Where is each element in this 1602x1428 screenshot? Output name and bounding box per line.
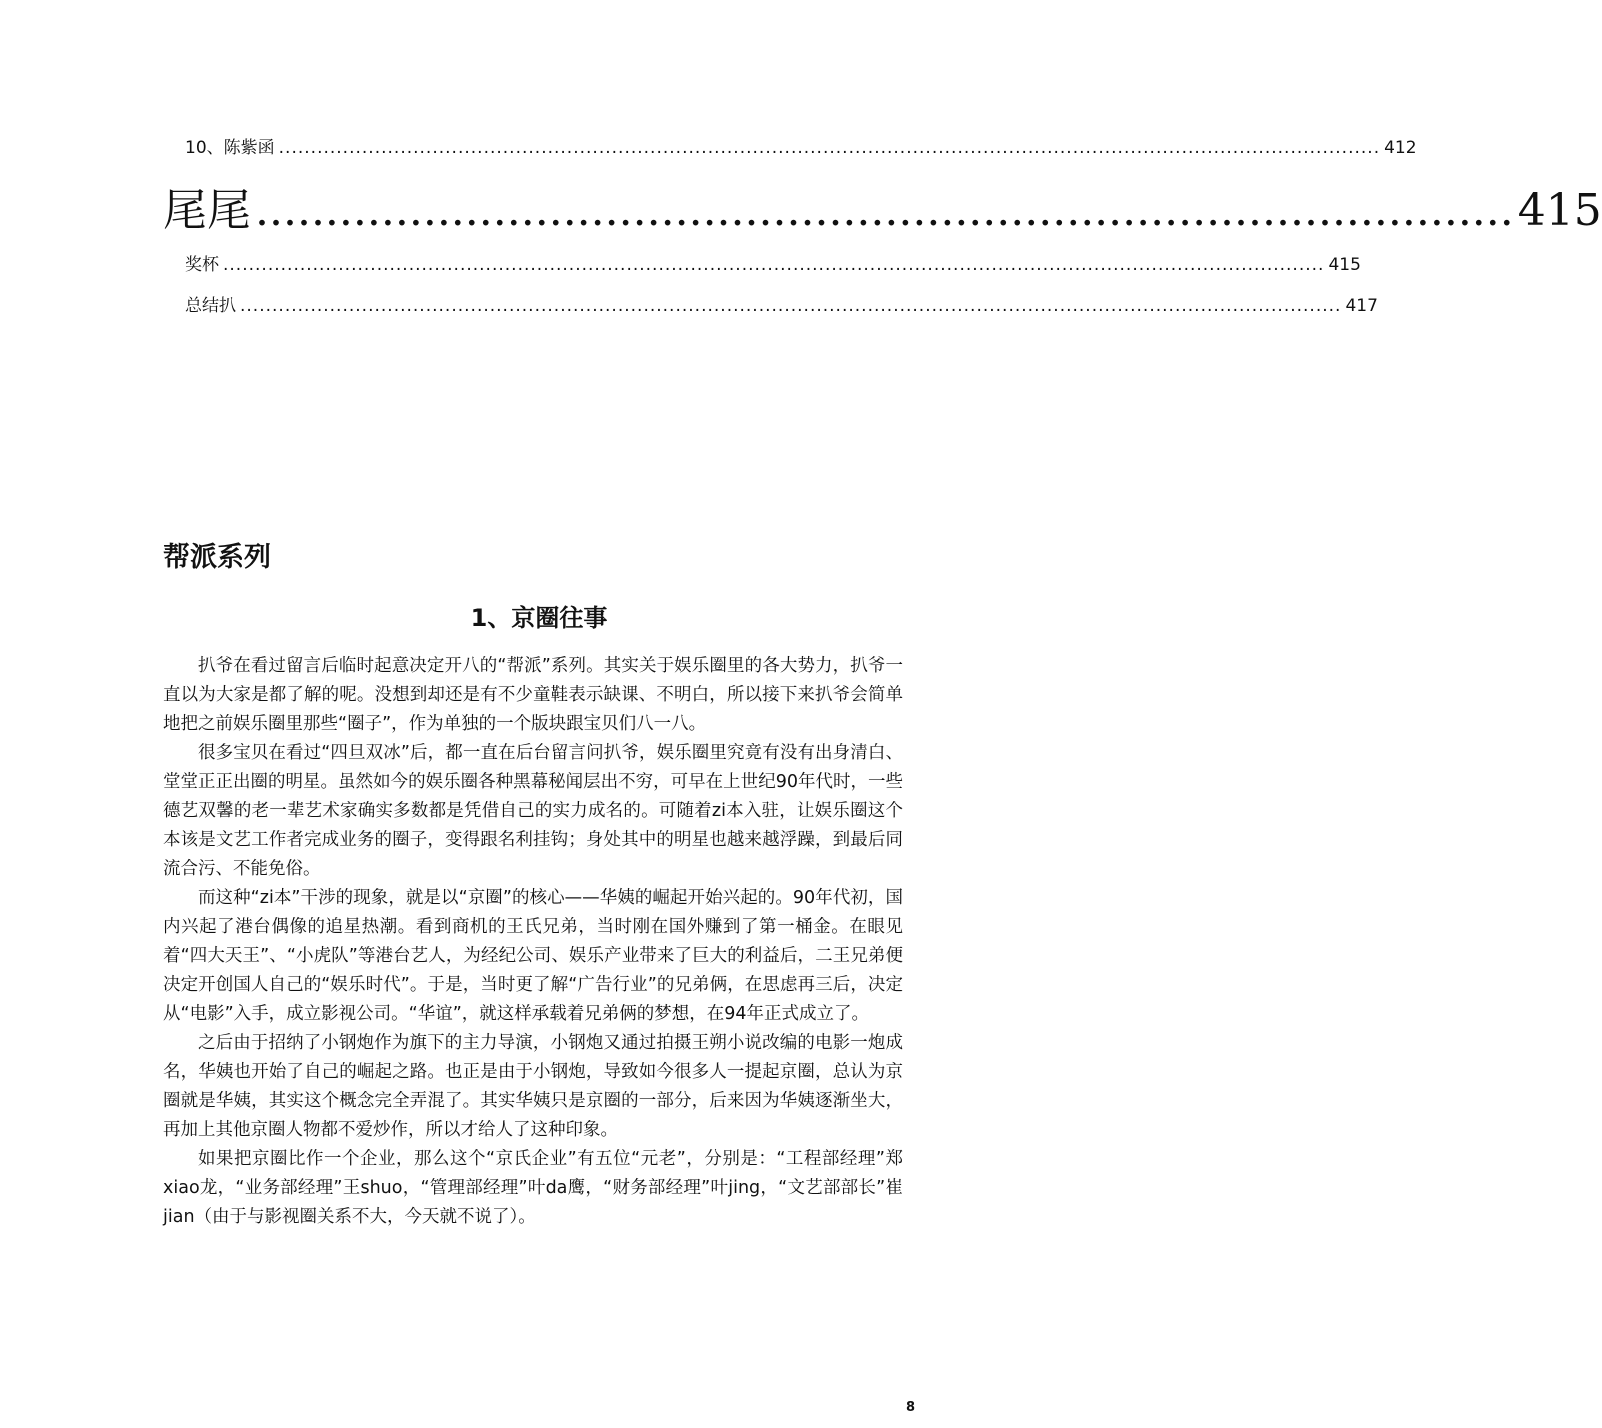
toc-entry[interactable]	[185, 250, 1361, 275]
paragraph: 扒爷在看过留言后临时起意决定开八的“帮派”系列。其实关于娱乐圈里的各大势力，扒爷一直以为大家是都了解的呢。没想到却还是有不少童鞋表示缺课、不明白，所以接下来扒爷会简单地把之前娱乐圈里那些“圈子”，作为单独的一个版块跟宝贝们八一八。	[163, 656, 903, 734]
toc-leader-dots: ..........................................................................................	[255, 185, 1514, 236]
toc-entry-label: 奖杯	[185, 255, 219, 275]
page-number: 8	[905, 1400, 915, 1415]
section-title: 帮派系列	[163, 542, 271, 573]
toc-entry[interactable]	[185, 291, 1378, 316]
toc-leader-dots: ............................................................................................................................................................................	[278, 138, 1381, 158]
toc-entry-page: 415	[1517, 185, 1602, 236]
paragraph: 如果把京圈比作一个企业，那么这个“京氏企业”有五位“元老”，分别是：“工程部经理”郑xiao龙，“业务部经理”王shuo，“管理部经理”叶da鹰，“财务部经理”叶jing，“文艺部部长”崔jian（由于与影视圈关系不大，今天就不说了）。	[163, 1149, 903, 1227]
toc-entry-label: 尾尾	[163, 185, 251, 236]
toc-leader-dots: ............................................................................................................................................................................	[240, 296, 1342, 316]
toc-entry-page: 412	[1384, 138, 1417, 158]
toc-entry-label: 总结扒	[185, 296, 236, 316]
paragraph: 很多宝贝在看过“四旦双冰”后，都一直在后台留言问扒爷，娱乐圈里究竟有没有出身清白、堂堂正正出圈的明星。虽然如今的娱乐圈各种黑幕秘闻层出不穷，可早在上世纪90年代时，一些德艺双馨的老一辈艺术家确实多数都是凭借自己的实力成名的。可随着zi本入驻，让娱乐圈这个本该是文艺工作者完成业务的圈子，变得跟名利挂钩；身处其中的明星也越来越浮躁，到最后同流合污、不能免俗。	[163, 743, 903, 879]
paragraph: 之后由于招纳了小钢炮作为旗下的主力导演，小钢炮又通过拍摄王朔小说改编的电影一炮成名，华姨也开始了自己的崛起之路。也正是由于小钢炮，导致如今很多人一提起京圈，总认为京圈就是华姨，其实这个概念完全弄混了。其实华姨只是京圈的一部分，后来因为华姨逐渐坐大，再加上其他京圈人物都不爱炒作，所以才给人了这种印象。	[163, 1033, 903, 1140]
toc-leader-dots: ............................................................................................................................................................................	[223, 255, 1325, 275]
toc-entry-page: 417	[1345, 296, 1378, 316]
toc-entry-major[interactable]	[163, 174, 1602, 238]
article-body	[163, 652, 903, 1232]
article-title: 1、京圈往事	[470, 604, 608, 632]
toc-entry-page: 415	[1328, 255, 1361, 275]
paragraph: 而这种“zi本”干涉的现象，就是以“京圈”的核心——华姨的崛起开始兴起的。90年代初，国内兴起了港台偶像的追星热潮。看到商机的王氏兄弟，当时刚在国外赚到了第一桶金。在眼见着“四大天王”、“小虎队”等港台艺人，为经纪公司、娱乐产业带来了巨大的利益后，二王兄弟便决定开创国人自己的“娱乐时代”。于是，当时更了解“广告行业”的兄弟俩，在思虑再三后，决定从“电影”入手，成立影视公司。“华谊”，就这样承载着兄弟俩的梦想，在94年正式成立了。	[163, 888, 903, 1024]
toc-entry-label: 10、陈紫函	[185, 138, 275, 158]
toc-entry[interactable]	[185, 133, 1417, 158]
